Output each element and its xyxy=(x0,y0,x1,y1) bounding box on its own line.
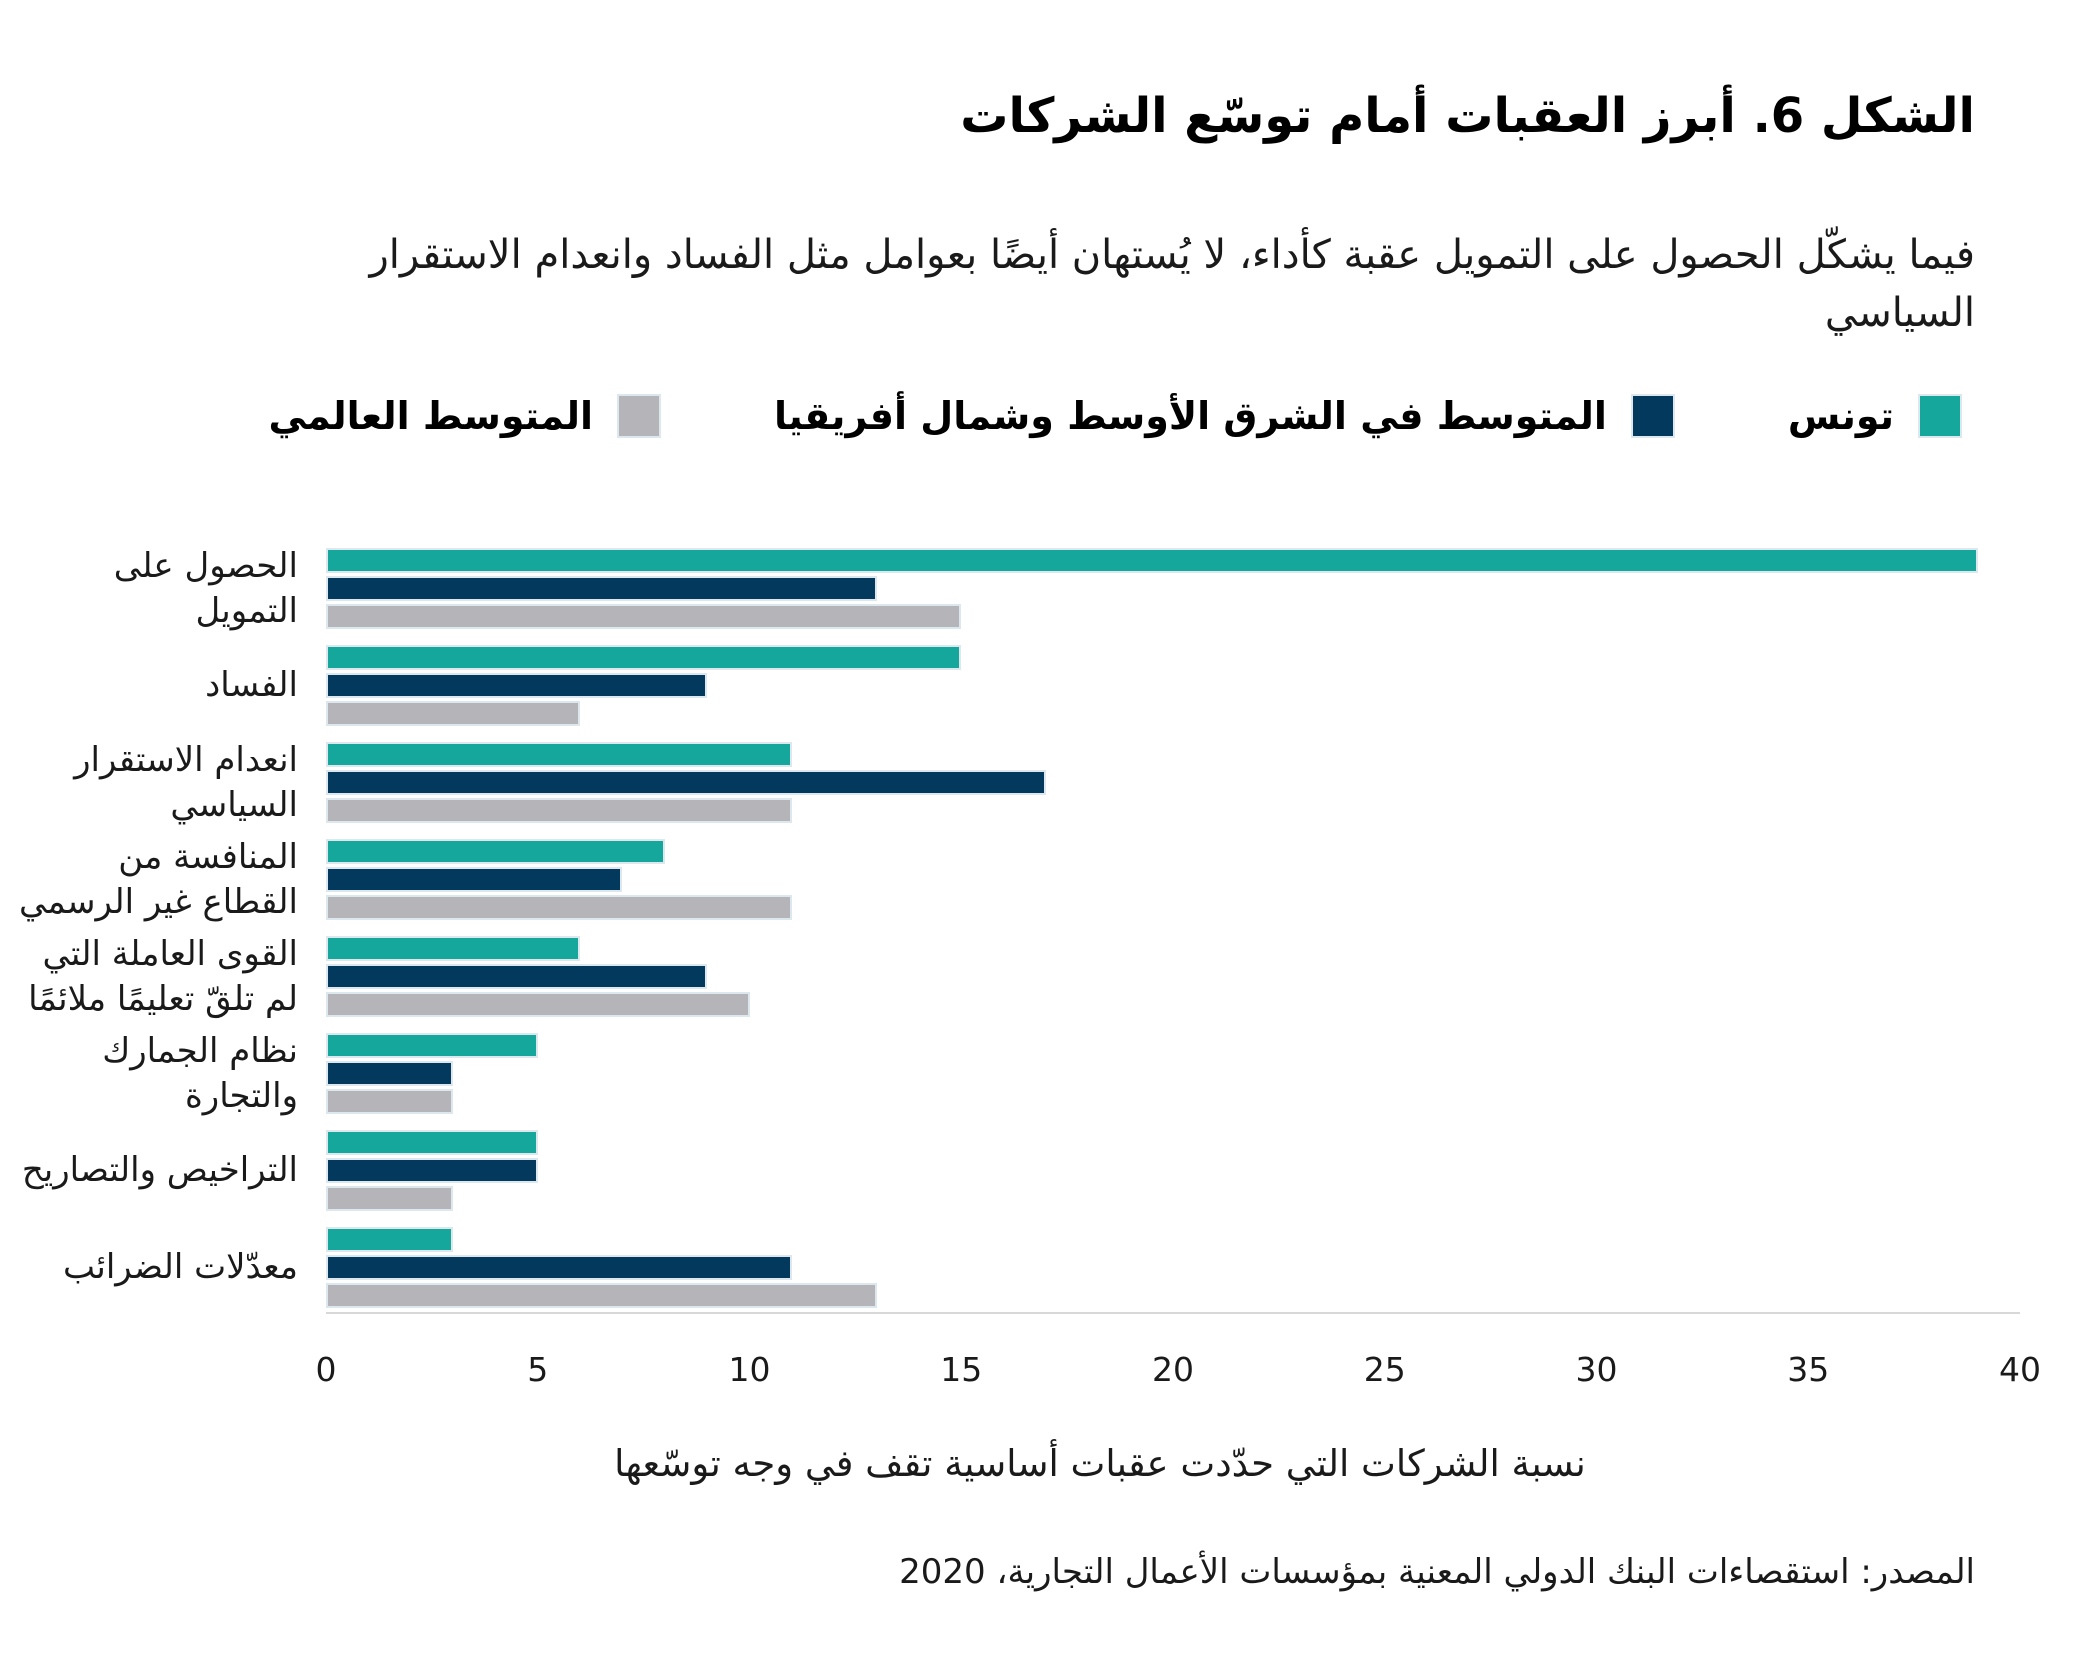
bar-series-1 xyxy=(326,867,622,892)
legend-swatch xyxy=(1633,396,1673,436)
bar-series-0 xyxy=(326,839,665,864)
x-tick-label: 5 xyxy=(527,1350,549,1389)
bar-series-1 xyxy=(326,964,707,989)
bar-series-1 xyxy=(326,770,1046,795)
category-label: التراخيص والتصاريح xyxy=(21,1150,298,1191)
bar-series-2 xyxy=(326,992,750,1017)
bar-group xyxy=(326,548,2020,629)
x-tick-label: 0 xyxy=(315,1350,337,1389)
bar-series-2 xyxy=(326,895,792,920)
source-note: المصدر: استقصاءات البنك الدولي المعنية بمؤسسات الأعمال التجارية، 2020 xyxy=(899,1552,1975,1592)
category-axis-labels xyxy=(14,548,298,1324)
legend-item-2 xyxy=(268,394,659,438)
bar-plot-area xyxy=(326,548,2020,1324)
bar-series-2 xyxy=(326,701,580,726)
bar-series-1 xyxy=(326,673,707,698)
bar-group xyxy=(326,1033,2020,1114)
x-tick-label: 15 xyxy=(940,1350,983,1389)
bar-series-0 xyxy=(326,1130,538,1155)
legend-item-0 xyxy=(1788,394,1960,438)
bar-group xyxy=(326,742,2020,823)
category-label: القوى العاملة التي لم تلقّ تعليمًا ملائمًا xyxy=(28,934,298,1019)
legend-label: تونس xyxy=(1787,394,1894,438)
category-label: معدّلات الضرائب xyxy=(62,1247,298,1288)
bar-series-0 xyxy=(326,936,580,961)
bar-series-2 xyxy=(326,798,792,823)
bar-series-0 xyxy=(326,548,1978,573)
category-label: نظام الجمارك والتجارة xyxy=(102,1031,298,1116)
legend-swatch xyxy=(1920,396,1960,436)
figure-subtitle: فيما يشكّل الحصول على التمويل عقبة كأداء، لا يُستهان أيضًا بعوامل مثل الفساد وانعدام الاستقرار السياسي xyxy=(369,232,1975,336)
bar-series-2 xyxy=(326,1186,453,1211)
category-label: انعدام الاستقرار السياسي xyxy=(74,740,298,825)
bar-series-0 xyxy=(326,1033,538,1058)
x-axis-ticks xyxy=(0,1350,2084,1390)
bar-series-0 xyxy=(326,742,792,767)
x-tick-label: 30 xyxy=(1575,1350,1618,1389)
bar-group xyxy=(326,645,2020,726)
legend-label: المتوسط العالمي xyxy=(268,394,594,438)
figure-title: الشكل 6. أبرز العقبات أمام توسّع الشركات xyxy=(960,88,1975,145)
bar-series-0 xyxy=(326,645,961,670)
category-label: الفساد xyxy=(205,665,298,706)
bar-series-2 xyxy=(326,1283,877,1308)
x-tick-label: 10 xyxy=(728,1350,771,1389)
legend-label: المتوسط في الشرق الأوسط وشمال أفريقيا xyxy=(774,394,1607,438)
legend-swatch xyxy=(619,396,659,436)
bar-series-2 xyxy=(326,604,961,629)
x-tick-label: 40 xyxy=(1999,1350,2041,1389)
x-axis-title: نسبة الشركات التي حدّدت عقبات أساسية تقف في وجه توسّعها xyxy=(614,1442,1586,1485)
category-label: المنافسة من القطاع غير الرسمي xyxy=(18,837,298,922)
bar-series-0 xyxy=(326,1227,453,1252)
bar-series-1 xyxy=(326,1158,538,1183)
bar-series-1 xyxy=(326,576,877,601)
bar-group xyxy=(326,936,2020,1017)
bar-series-1 xyxy=(326,1061,453,1086)
bar-series-1 xyxy=(326,1255,792,1280)
bar-series-2 xyxy=(326,1089,453,1114)
chart-legend xyxy=(268,394,1960,438)
x-tick-label: 25 xyxy=(1363,1350,1406,1389)
category-label: الحصول على التمويل xyxy=(113,546,298,631)
x-tick-label: 35 xyxy=(1787,1350,1830,1389)
x-axis-baseline xyxy=(326,1312,2020,1314)
bar-group xyxy=(326,839,2020,920)
x-tick-label: 20 xyxy=(1152,1350,1194,1389)
bar-group xyxy=(326,1130,2020,1211)
bar-group xyxy=(326,1227,2020,1308)
legend-item-1 xyxy=(774,394,1673,438)
